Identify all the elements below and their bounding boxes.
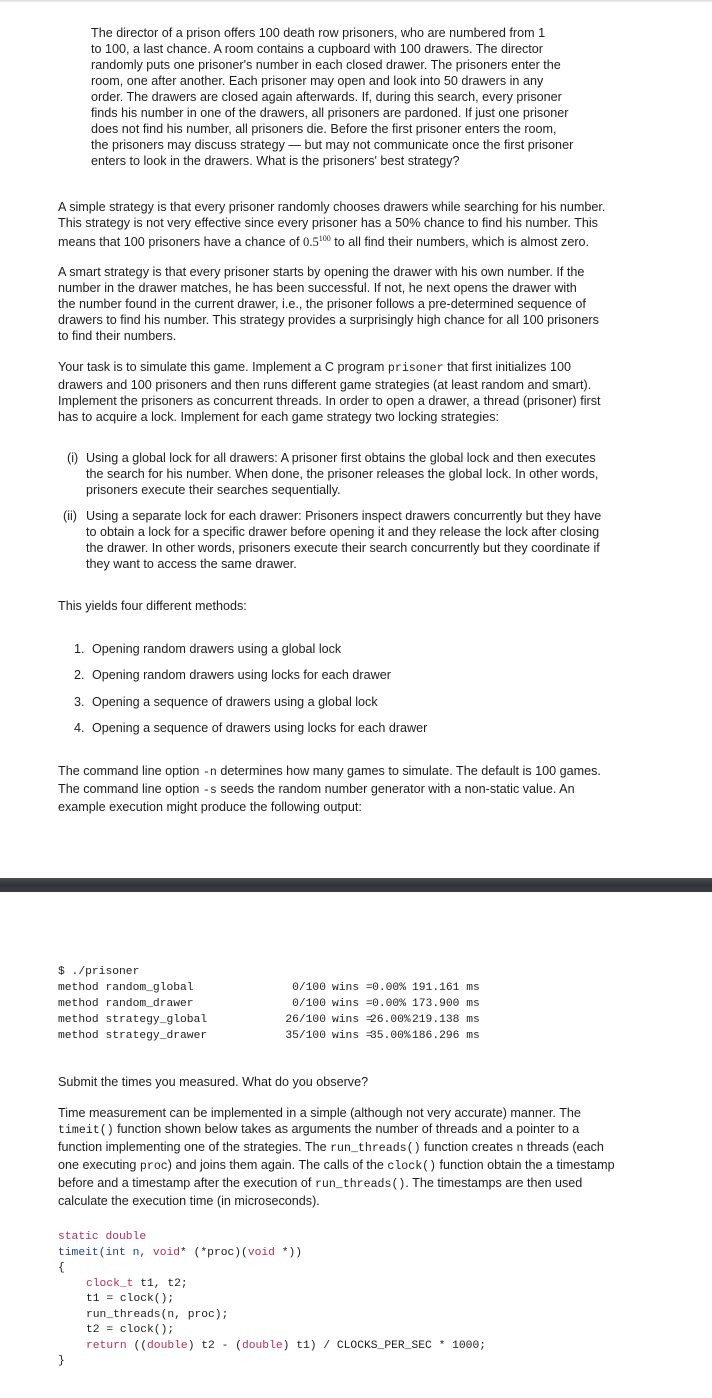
console-eq: wins = [332, 1014, 373, 1026]
text-line: order. The drawers are closed again afterwards. If, during this search, every prisoner [91, 90, 562, 104]
code-line: { [58, 1262, 65, 1274]
top-shadow [0, 0, 712, 3]
list-label: (ii) [63, 509, 77, 523]
code-line: static double [58, 1231, 147, 1243]
text-line: A smart strategy is that every prisoner starts by opening the drawer with his own number. If the [58, 265, 585, 279]
text-line: to obtain a lock for a specific drawer before opening it and they release the lock after closing [86, 525, 600, 539]
console-wins: 0/100 [292, 998, 326, 1010]
text-line: has to acquire a lock. Implement for each game strategy two locking strategies: [58, 410, 499, 424]
console-pct: 26.00% [370, 1014, 411, 1026]
smart-strategy-paragraph [58, 264, 630, 344]
text-line: Using a separate lock for each drawer: Prisoners inspect drawers concurrently but they have [86, 509, 602, 523]
text-line: timeit() function shown below takes as arguments the number of threads and a pointer to a [58, 1122, 580, 1137]
text-line: they want to access the same drawer. [86, 557, 297, 571]
text-line: calculate the execution time (in microseconds). [58, 1194, 320, 1208]
text-line: the search for his number. When done, the prisoner releases the global lock. In other words, [86, 467, 599, 481]
console-method: method strategy_global [58, 1014, 208, 1026]
code-listing [58, 1230, 486, 1370]
text-line: number in the drawer matches, he has been successful. If not, he next opens the drawer with [58, 281, 577, 295]
page-divider [0, 878, 712, 892]
text-line: Time measurement can be implemented in a simple (although not very accurate) manner. The [58, 1106, 581, 1120]
text-line: example execution might produce the following output: [58, 800, 362, 814]
method-item: 3. Opening a sequence of drawers using a global lock [74, 695, 378, 709]
console-command: $ ./prisoner [58, 966, 140, 978]
console-method: method random_drawer [58, 998, 194, 1010]
console-output [58, 964, 480, 1044]
console-time: 186.296 ms [412, 1030, 480, 1042]
method-item: 4. Opening a sequence of drawers using locks for each drawer [74, 721, 428, 735]
text-line: one executing proc) and joins them again. The calls of the clock() function obtain the a timestamp [58, 1158, 615, 1173]
program-name: prisoner [387, 362, 444, 375]
text-line: The director of a prison offers 100 death row prisoners, who are numbered from 1 [91, 26, 546, 40]
simple-strategy-paragraph [58, 199, 630, 250]
code-line: clock_t t1, t2; [86, 1277, 188, 1290]
text-line: The command line option -n determines how many games to simulate. The default is 100 games. [58, 764, 601, 779]
console-row [58, 1028, 480, 1044]
text-line: room, one after another. Each prisoner may open and look into 50 drawers in any [91, 74, 544, 88]
list-label: (i) [67, 451, 79, 465]
submit-question: Submit the times you measured. What do you observe? [58, 1075, 369, 1089]
text-line: Implement the prisoners as concurrent threads. In order to open a drawer, a thread (prisoner) first [58, 394, 601, 408]
math-expression: $0.5^{100}$ [303, 234, 331, 249]
text-line: the prisoners may discuss strategy — but may not communicate once the first prisoner [91, 138, 574, 152]
console-time: 219.138 ms [412, 1014, 480, 1026]
console-pct: 0.00% [372, 982, 406, 994]
text-line: the drawer. In other words, prisoners execute their search concurrently but they coordinate if [86, 541, 600, 555]
text-line: A simple strategy is that every prisoner randomly chooses drawers while searching for his number. [58, 200, 606, 214]
console-eq: wins = [332, 1030, 373, 1042]
console-method: method strategy_drawer [58, 1030, 208, 1042]
console-time: 173.900 ms [412, 998, 480, 1010]
text-line: enters to look in the drawers. What is the prisoners' best strategy? [91, 154, 460, 168]
task-paragraph [58, 359, 630, 425]
text-line: finds his number in one of the drawers, all prisoners are pardoned. If just one prisoner [91, 106, 569, 120]
console-eq: wins = [332, 982, 373, 994]
text-line: prisoners execute their searches sequentially. [86, 483, 341, 497]
console-row [58, 980, 480, 996]
console-method: method random_global [58, 982, 194, 994]
code-line: return ((double) t2 - (double) t1) / CLOCKS_PER_SEC * 1000; [86, 1339, 487, 1352]
code-line: t1 = clock(); [86, 1293, 175, 1305]
console-row [58, 996, 480, 1012]
text-line: drawers to find his number. This strategy provides a surprisingly high chance for all 100 prisoners [58, 313, 599, 327]
console-time: 191.161 ms [412, 982, 480, 994]
console-pct: 0.00% [372, 998, 406, 1010]
text-line: before and a timestamp after the execution of run_threads(). The timestamps are then used [58, 1176, 583, 1191]
method-item: 2. Opening random drawers using locks for each drawer [74, 668, 391, 682]
code-line: timeit(int n, void* (*proc)(void *)) [58, 1246, 303, 1259]
method-item: 1. Opening random drawers using a global lock [74, 642, 342, 656]
text-line: The command line option -s seeds the random number generator with a non-static value. An [58, 782, 575, 797]
text-line: means that 100 prisoners have a chance of $0.5^{100}$ to all find their numbers, which is almost zero. [58, 234, 590, 249]
option-s: -s [202, 784, 217, 797]
text-line: drawers and 100 prisoners and then runs different game strategies (at least random and smart). [58, 378, 592, 392]
console-pct: 35.00% [370, 1030, 411, 1042]
console-wins: 26/100 [285, 1014, 326, 1026]
console-eq: wins = [332, 998, 373, 1010]
console-row [58, 1012, 480, 1028]
timing-paragraph [58, 1105, 630, 1209]
console-wins: 0/100 [292, 982, 326, 994]
text-line: randomly puts one prisoner's number in each closed drawer. The prisoners enter the [91, 58, 561, 72]
text-line: does not find his number, all prisoners die. Before the first prisoner enters the room, [91, 122, 557, 136]
text-line: function implementing one of the strategies. The run_threads() function creates n threads (each [58, 1140, 604, 1155]
text-line: to find their numbers. [58, 329, 177, 343]
problem-statement [91, 25, 597, 169]
code-line: t2 = clock(); [86, 1324, 175, 1336]
locking-item-drawer [63, 508, 630, 572]
text-line: the number found in the current drawer, i.e., the prisoner follows a pre-determined sequence of [58, 297, 586, 311]
option-n: -n [202, 766, 217, 779]
text-line: This strategy is not very effective since every prisoner has a 50% chance to find his number. This [58, 216, 598, 230]
text-line: Using a global lock for all drawers: A prisoner first obtains the global lock and then executes [86, 451, 596, 465]
code-line: } [58, 1355, 65, 1367]
locking-item-global [67, 450, 630, 498]
text-line: to 100, a last chance. A room contains a cupboard with 100 drawers. The director [91, 42, 544, 56]
methods-intro: This yields four different methods: [58, 599, 247, 613]
console-wins: 35/100 [285, 1030, 326, 1042]
text-line: Your task is to simulate this game. Implement a C program prisoner that first initializes 100 [58, 360, 571, 375]
options-paragraph [58, 763, 630, 815]
code-line: run_threads(n, proc); [86, 1308, 229, 1321]
